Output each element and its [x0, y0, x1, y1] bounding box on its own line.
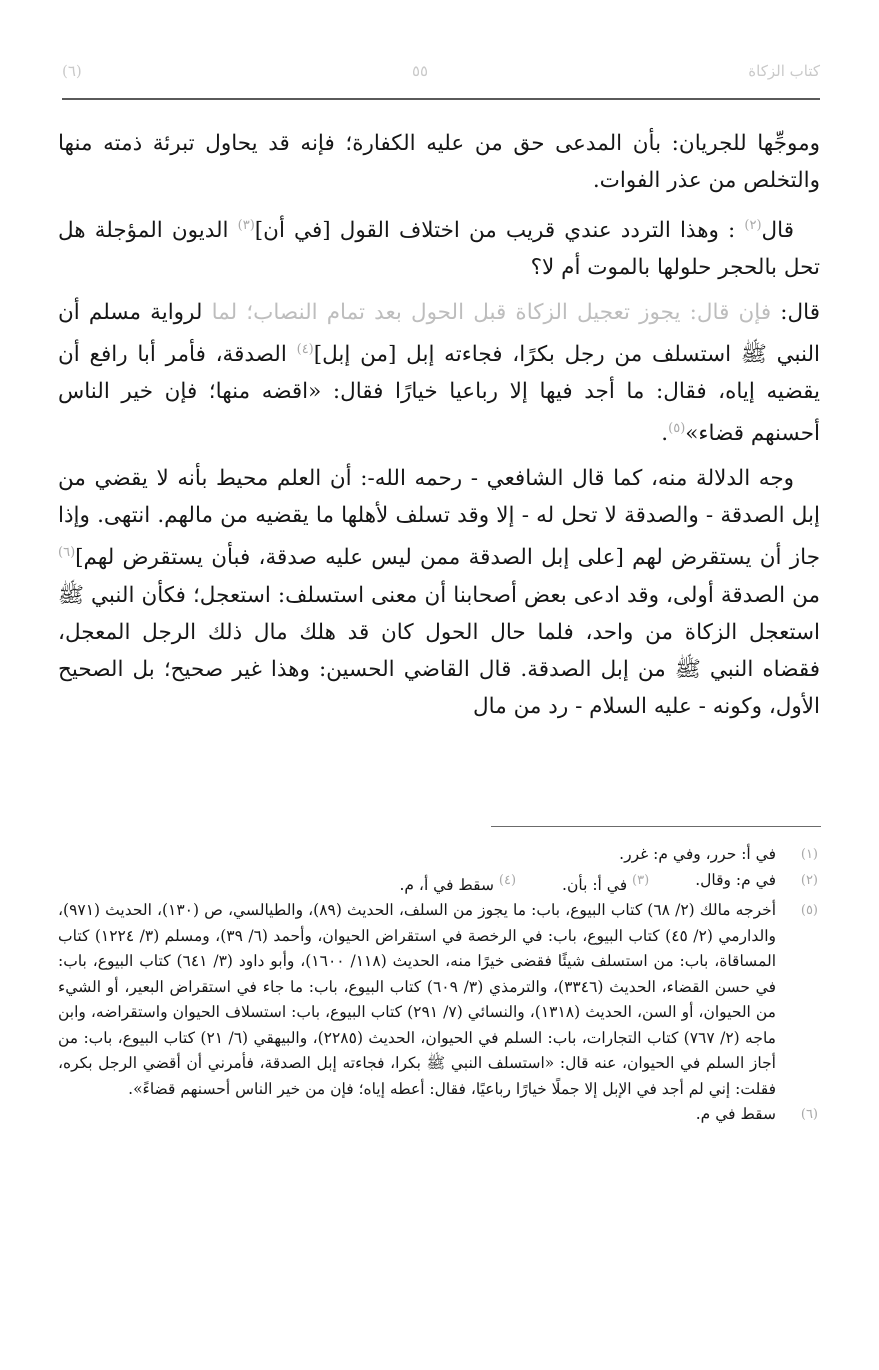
p3-part-d: .	[661, 421, 669, 447]
footnote-5	[58, 898, 820, 1102]
p3-part-c: الصدقة، فأمر أبا رافع أن يقضيه إياه، فقال: ما أجد فيها إلا رباعيا خيارًا فقال: «اقضه منها؛ فإن خير الناس أحسنهم قضاء»	[58, 342, 820, 447]
footnote-ref: (٣)	[237, 218, 255, 233]
footnotes	[58, 842, 820, 1128]
running-title: كتاب الزكاة	[748, 62, 820, 80]
footnote-text: سقط في م.	[695, 1105, 776, 1124]
footnote-6	[58, 1102, 820, 1128]
footnote-text: أخرجه مالك (٢/ ٦٨) كتاب البيوع، باب: ما يجوز من السلف، الحديث (٨٩)، والطيالسي، ص (١٣٠)، الحديث (٩٧١)، والدارمي (٢/ ٤٥) كتاب البيوع، باب: في الرخصة في استقراض الحيوان، وأحمد (٦/ ٣٩)، ومسلم (٣/ ١٢٢٤) كتاب المساقاة، باب: من استسلف شيئًا فقضى خيرًا منه، الحديث (١١٨/ ١٦٠٠)، وأبو داود (٣/ ٦٤١) كتاب البيوع، باب: في حسن القضاء، الحديث (٣٣٤٦)، والترمذي (٣/ ٦٠٩) كتاب البيوع، باب: ما جاء في استقراض البعير، أو الشيء من الحيوان، أو السن، الحديث (١٣١٨)، والنسائي (٧/ ٢٩١) كتاب البيوع، باب: استسلاف الحيوان واستقراضه، وابن ماجه (٢/ ٧٦٧) كتاب التجارات، باب: السلم في الحيوان، الحديث (٢٢٨٥)، والبيهقي (٦/ ٢١) كتاب البيوع، باب: من أجاز السلم في الحيوان، عنه قال: «استسلف النبي ﷺ بكرا، فجاءته إبل الصدقة، فأمرني أن أقضي الرجل بكره، فقلت: إني لم أجد في الإبل إلا جملًا خيارًا رباعيًا، فقال: أعطه إياه؛ فإن من خير الناس أحسنهم قضاءً».	[58, 901, 777, 1098]
paragraph-4	[58, 460, 820, 724]
p3-part-b: لرواية مسلم أن النبي ﷺ استسلف من رجل بكرًا، فجاءته إبل [من إبل]	[58, 300, 821, 368]
p2-part-b: : وهذا التردد عندي قريب من اختلاف القول [في أن]	[254, 218, 736, 244]
faded-text: فإن قال: يجوز تعجيل الزكاة قبل الحول بعد تمام النصاب؛ لما	[211, 300, 772, 326]
footnote-marker: (١)	[800, 847, 818, 862]
running-header	[62, 56, 820, 96]
footnote-ref: (٤)	[296, 342, 314, 358]
footnote-ref: (٥)	[668, 421, 686, 437]
footnote-text: في أ: حرر، وفي م: غرر.	[619, 845, 776, 863]
footnote-marker: (٥)	[800, 903, 818, 919]
p4-part-a: وجه الدلالة منه، كما قال الشافعي - رحمه الله-: أن العلم محيط بأنه لا يقضي من إبل الصدقة - والصدقة لا تحل له - إلا وقد تسلف لأهلها ما يقضيه من مالهم. انتهى. وإذا جاز أن يستقرض لهم [على إبل الصدقة ممن ليس عليه صدقة، فبأن يستقرض لهم]	[58, 466, 820, 571]
footnote-text: في م: وقال.	[695, 870, 776, 889]
footnote-marker: (٢)	[800, 872, 818, 888]
footnote-marker: (٣)	[632, 872, 650, 888]
footnote-row	[58, 868, 776, 899]
paragraph-1: وموجِّها للجريان: بأن المدعى حق من عليه الكفارة؛ فإنه قد يحاول تبرئة ذمته منها والتخلص من عذر الفوات.	[58, 131, 820, 193]
footnote-text: في أ: بأن.	[562, 875, 628, 894]
main-text	[58, 125, 820, 733]
p2-part-a: قال	[761, 218, 794, 244]
paragraph-2	[58, 207, 820, 286]
footnote-ref: (٢)	[744, 218, 762, 233]
footnote-3	[562, 868, 649, 899]
p4-part-b: من الصدقة أولى، وقد ادعى بعض أصحابنا أن معنى استسلف: استعجل؛ فكأن النبي ﷺ استعجل الزكاة من واحد، فلما حال الحول كان قد هلك مال ذلك الرجل المعجل، فقضاه النبي ﷺ من إبل الصدقة. قال القاضي الحسين: وهذا غير صحيح؛ بل الصحيح الأول، وكونه - عليه السلام - رد من مال	[58, 582, 820, 719]
footnote-marker: (٦)	[800, 1107, 818, 1123]
header-divider	[62, 98, 820, 100]
footnote-ref: (٦)	[58, 545, 76, 561]
header-marker: (٦)	[62, 62, 82, 80]
paragraph-3	[58, 294, 820, 452]
footnote-1	[58, 842, 820, 868]
footnote-text: سقط في أ، م.	[399, 875, 494, 894]
footnote-marker: (٤)	[498, 872, 517, 888]
footnote-4	[399, 868, 516, 899]
page-number: ٥٥	[412, 62, 429, 80]
p3-part-a: قال:	[780, 300, 820, 326]
p2-part-c: الديون المؤجلة هل تحل بالحجر حلولها بالموت أم لا؟	[58, 218, 820, 281]
footnote-divider	[491, 826, 821, 827]
footnote-row-2-4	[58, 868, 820, 899]
